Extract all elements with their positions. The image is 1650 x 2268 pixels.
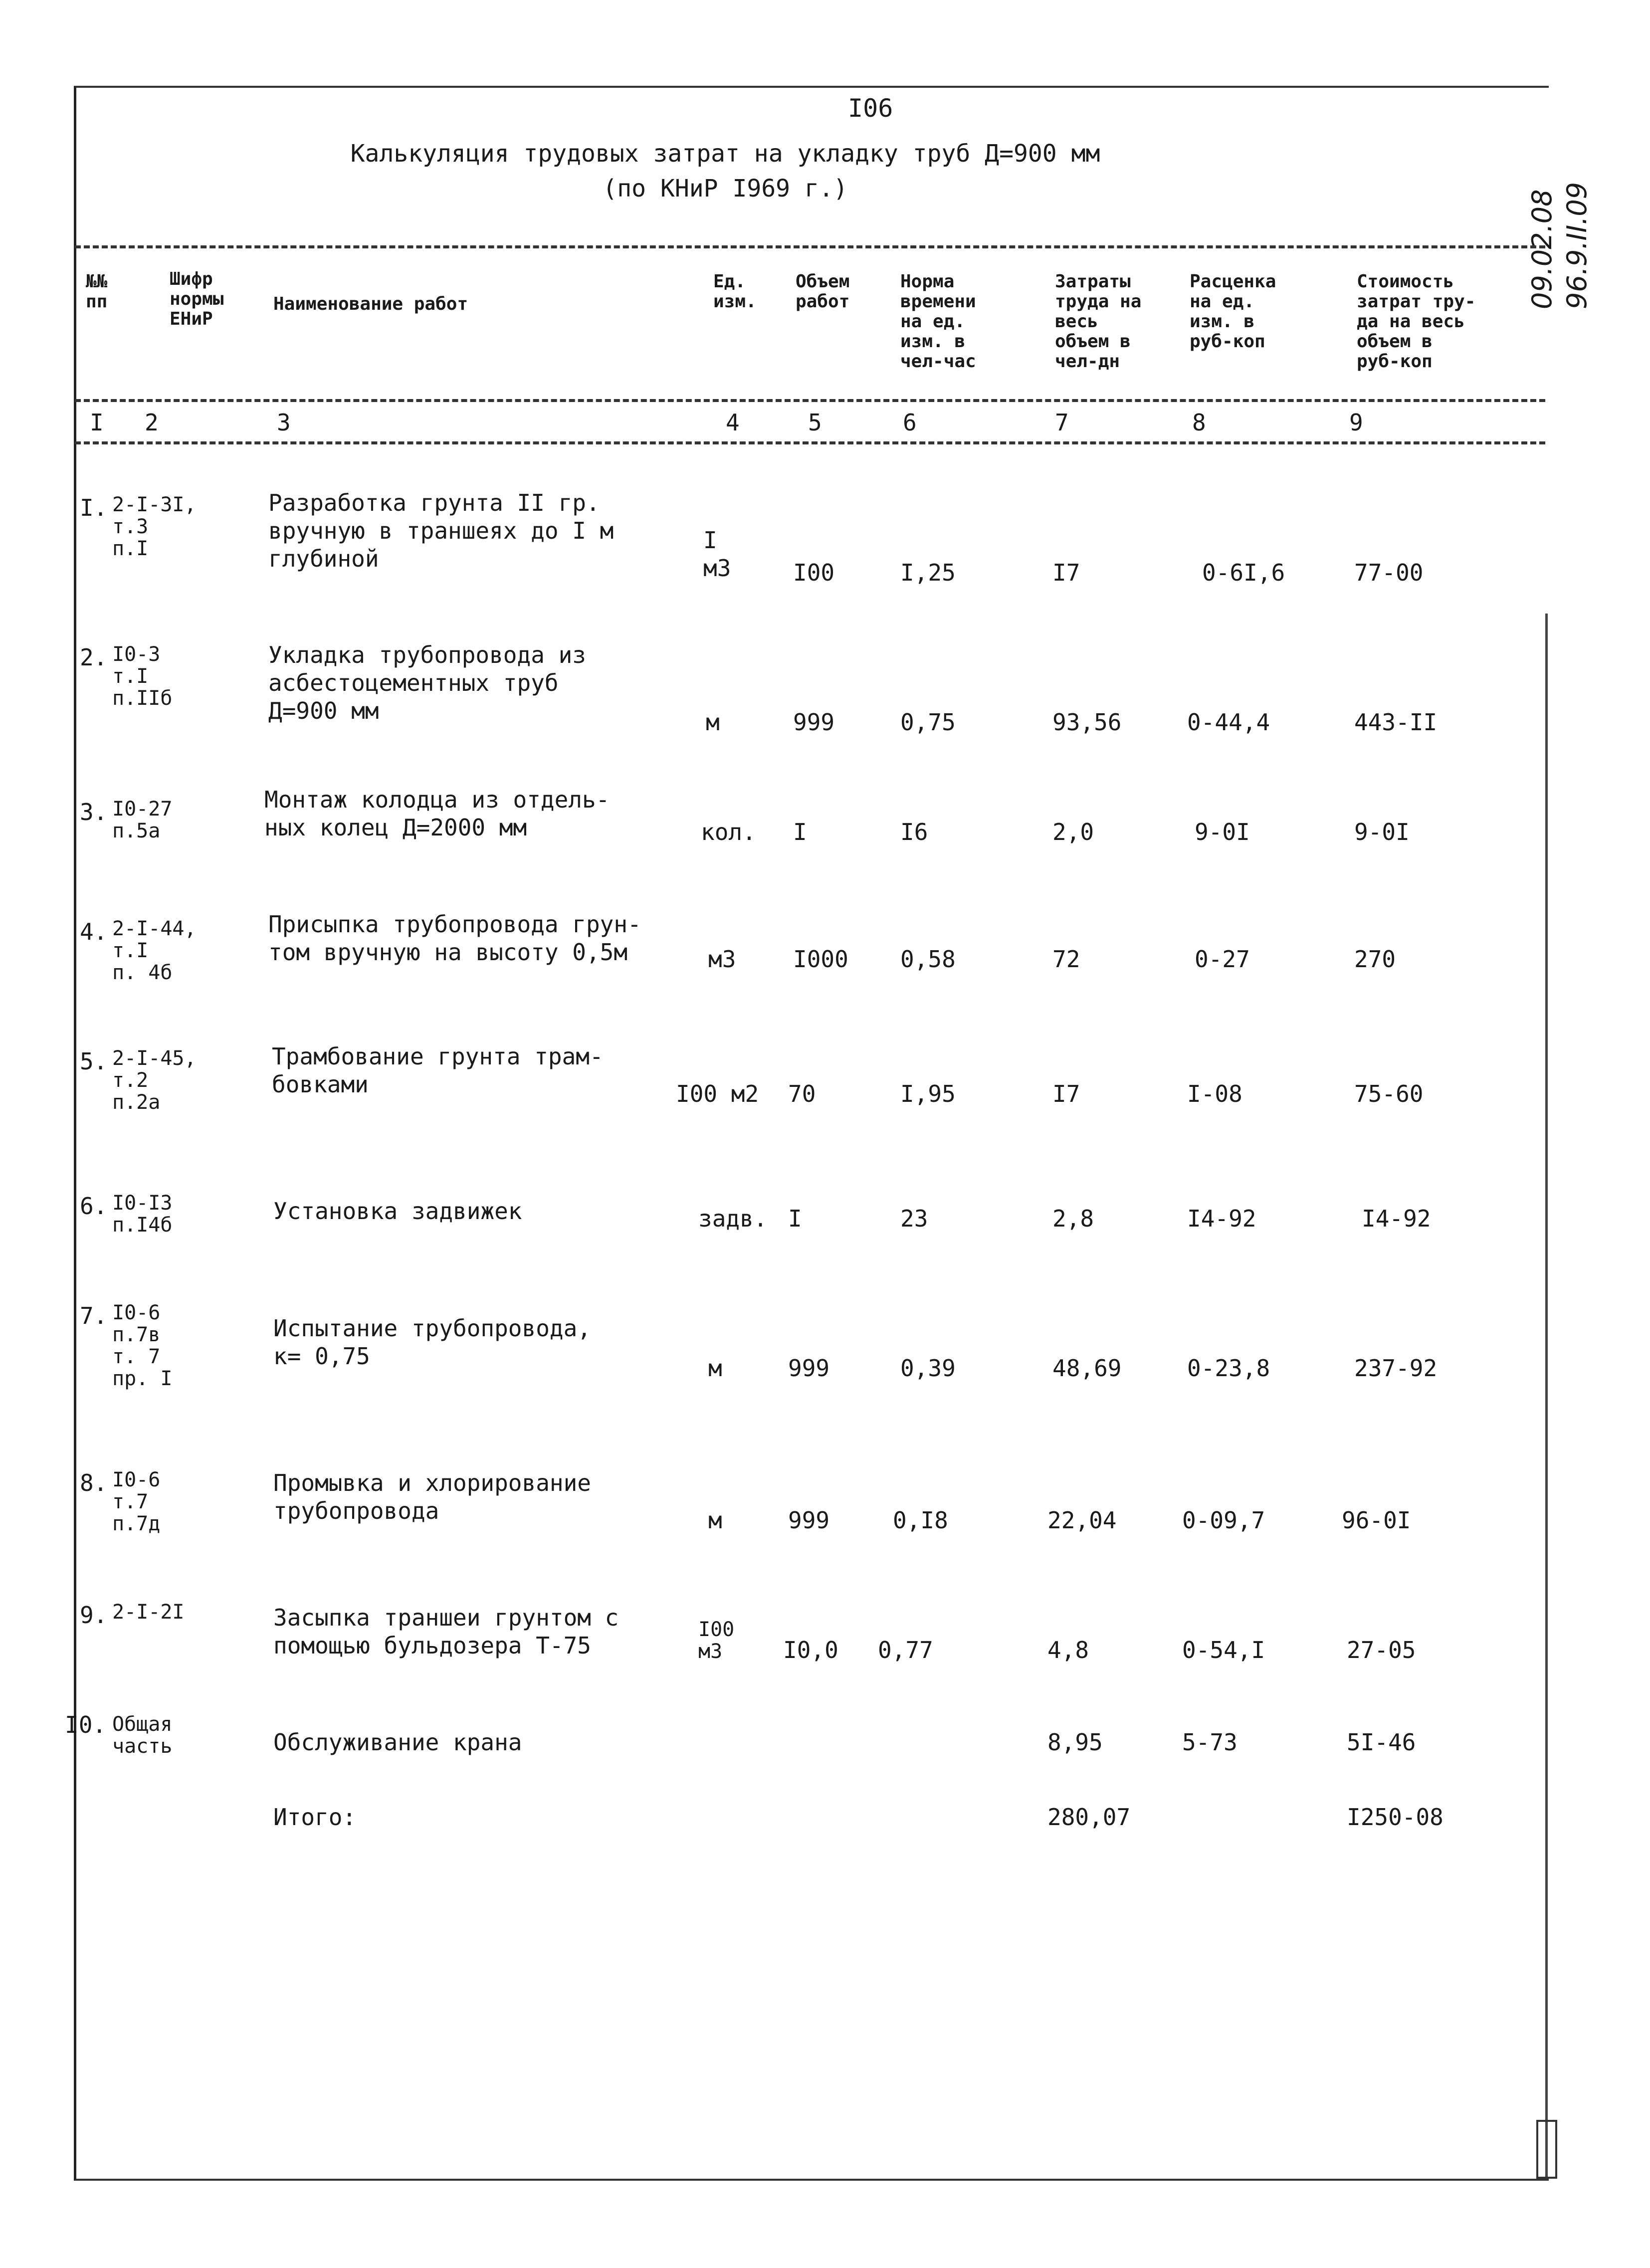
row-labor: 93,56 bbox=[1052, 709, 1122, 736]
row-norm-code: 2-I-44, т.I п. 4б bbox=[112, 917, 197, 984]
corner-mark bbox=[1536, 2120, 1557, 2179]
row-unit: кол. bbox=[701, 819, 756, 845]
column-number-rule bbox=[75, 441, 1545, 444]
row-unit: м3 bbox=[708, 946, 736, 973]
col-header-3: Наименование работ bbox=[273, 294, 468, 314]
row-work-name: Обслуживание крана bbox=[273, 1729, 522, 1756]
row-time-norm: I,25 bbox=[900, 559, 956, 586]
row-rate: I4-92 bbox=[1187, 1205, 1256, 1232]
total-labor: 280,07 bbox=[1047, 1804, 1131, 1831]
col-header-4: Ед. изм. bbox=[713, 271, 757, 312]
row-rate: 0-23,8 bbox=[1187, 1355, 1270, 1382]
row-time-norm: 0,75 bbox=[900, 709, 956, 736]
row-volume: 999 bbox=[788, 1355, 830, 1382]
col-header-8: Расценка на ед. изм. в руб-коп bbox=[1190, 271, 1276, 352]
row-volume: I0,0 bbox=[783, 1637, 838, 1663]
page-number: I06 bbox=[848, 94, 893, 123]
row-norm-code: I0-3 т.I п.IIб bbox=[112, 643, 173, 710]
row-time-norm: 23 bbox=[900, 1205, 928, 1232]
row-cost: 5I-46 bbox=[1347, 1729, 1416, 1756]
total-cost: I250-08 bbox=[1347, 1804, 1444, 1831]
row-work-name: Засыпка траншеи грунтом с помощью бульдозера Т-75 bbox=[273, 1604, 619, 1659]
row-rate: 0-27 bbox=[1195, 946, 1250, 973]
row-rate: 0-6I,6 bbox=[1202, 559, 1285, 586]
row-norm-code: Общая часть bbox=[112, 1713, 173, 1758]
row-labor: 2,0 bbox=[1052, 819, 1094, 845]
row-unit: м bbox=[708, 1355, 722, 1382]
row-work-name: Монтаж колодца из отдель- ных колец Д=2000 мм bbox=[264, 786, 610, 841]
row-number: I. bbox=[80, 494, 108, 521]
row-number: 6. bbox=[80, 1193, 108, 1220]
row-number: 4. bbox=[80, 918, 108, 945]
row-labor: 72 bbox=[1052, 946, 1080, 973]
row-number: 9. bbox=[80, 1602, 108, 1629]
row-number: I0. bbox=[65, 1711, 107, 1738]
row-cost: 9-0I bbox=[1354, 819, 1410, 845]
row-volume: 999 bbox=[793, 709, 835, 736]
row-labor: 2,8 bbox=[1052, 1205, 1094, 1232]
row-volume: I000 bbox=[793, 946, 848, 973]
row-cost: 237-92 bbox=[1354, 1355, 1438, 1382]
row-unit: задв. bbox=[698, 1205, 768, 1232]
row-volume: 70 bbox=[788, 1080, 816, 1107]
row-volume: I bbox=[793, 819, 807, 845]
document-title: Калькуляция трудовых затрат на укладку труб Д=900 мм bbox=[350, 140, 1100, 168]
row-labor: I7 bbox=[1052, 1080, 1080, 1107]
col-header-1: №№ пп bbox=[86, 271, 108, 312]
row-work-name: Разработка грунта II гр. вручную в траншеях до I м глубиной bbox=[268, 489, 614, 572]
row-cost: 27-05 bbox=[1347, 1637, 1416, 1663]
row-work-name: Трамбование грунта трам- бовками bbox=[272, 1043, 604, 1098]
col-num-6: 6 bbox=[903, 409, 917, 436]
row-norm-code: I0-I3 п.I4б bbox=[112, 1192, 173, 1237]
row-labor: I7 bbox=[1052, 559, 1080, 586]
row-cost: 443-II bbox=[1354, 709, 1438, 736]
row-rate: I-08 bbox=[1187, 1080, 1242, 1107]
row-work-name: Установка задвижек bbox=[273, 1198, 522, 1225]
row-rate: 0-44,4 bbox=[1187, 709, 1270, 736]
row-norm-code: I0-6 т.7 п.7д bbox=[112, 1468, 161, 1535]
row-labor: 4,8 bbox=[1047, 1637, 1089, 1663]
row-norm-code: 2-I-45, т.2 п.2а bbox=[112, 1047, 197, 1114]
row-norm-code: I0-6 п.7в т. 7 пр. I bbox=[112, 1301, 173, 1390]
col-header-7: Затраты труда на весь объем в чел-дн bbox=[1055, 271, 1142, 372]
row-time-norm: 0,39 bbox=[900, 1355, 956, 1382]
header-bottom-rule bbox=[75, 399, 1545, 402]
row-time-norm: 0,77 bbox=[878, 1637, 933, 1663]
col-header-6: Норма времени на ед. изм. в чел-час bbox=[900, 271, 976, 372]
row-cost: 96-0I bbox=[1342, 1507, 1411, 1534]
row-labor: 8,95 bbox=[1047, 1729, 1103, 1756]
col-num-9: 9 bbox=[1349, 409, 1363, 436]
row-unit: I00 м3 bbox=[698, 1618, 735, 1663]
row-rate: 0-09,7 bbox=[1182, 1507, 1265, 1534]
row-volume: I bbox=[788, 1205, 802, 1232]
row-labor: 48,69 bbox=[1052, 1355, 1122, 1382]
row-norm-code: 2-I-2I bbox=[112, 1601, 185, 1624]
row-work-name: Присыпка трубопровода грун- том вручную на высоту 0,5м bbox=[268, 911, 641, 966]
row-cost: 75-60 bbox=[1354, 1080, 1424, 1107]
document-subtitle: (по КНиР I969 г.) bbox=[603, 175, 848, 203]
total-label: Итого: bbox=[273, 1804, 357, 1831]
row-unit: I00 м2 bbox=[676, 1080, 759, 1107]
row-number: 7. bbox=[80, 1302, 108, 1329]
row-norm-code: I0-27 п.5а bbox=[112, 798, 173, 842]
row-number: 2. bbox=[80, 644, 108, 671]
side-stamp-code: 96.9.II.09 bbox=[1561, 182, 1593, 309]
row-number: 8. bbox=[80, 1469, 108, 1496]
row-number: 5. bbox=[80, 1048, 108, 1075]
row-time-norm: I6 bbox=[900, 819, 928, 845]
col-num-5: 5 bbox=[808, 409, 822, 436]
col-header-2: Шифр нормы ЕНиР bbox=[170, 269, 224, 329]
side-stamp-date: 09.02.08 bbox=[1526, 189, 1558, 309]
row-time-norm: 0,I8 bbox=[893, 1507, 948, 1534]
row-unit: м bbox=[708, 1507, 722, 1534]
row-unit: м bbox=[706, 709, 720, 736]
row-norm-code: 2-I-3I, т.3 п.I bbox=[112, 493, 197, 560]
row-cost: I4-92 bbox=[1362, 1205, 1431, 1232]
col-num-1: I bbox=[90, 409, 104, 436]
row-volume: 999 bbox=[788, 1507, 830, 1534]
col-num-7: 7 bbox=[1055, 409, 1069, 436]
row-rate: 0-54,I bbox=[1182, 1637, 1265, 1663]
row-unit: I м3 bbox=[703, 527, 731, 582]
col-num-2: 2 bbox=[145, 409, 159, 436]
row-rate: 5-73 bbox=[1182, 1729, 1238, 1756]
col-header-9: Стоимость затрат тру- да на весь объем в руб-коп bbox=[1357, 271, 1476, 372]
row-rate: 9-0I bbox=[1195, 819, 1250, 845]
row-number: 3. bbox=[80, 799, 108, 825]
col-num-4: 4 bbox=[726, 409, 740, 436]
row-volume: I00 bbox=[793, 559, 835, 586]
row-time-norm: I,95 bbox=[900, 1080, 956, 1107]
row-labor: 22,04 bbox=[1047, 1507, 1117, 1534]
row-time-norm: 0,58 bbox=[900, 946, 956, 973]
side-stamp bbox=[1496, 100, 1596, 309]
col-num-8: 8 bbox=[1192, 409, 1206, 436]
row-cost: 77-00 bbox=[1354, 559, 1424, 586]
row-work-name: Испытание трубопровода, к= 0,75 bbox=[273, 1315, 591, 1370]
col-header-5: Объем работ bbox=[796, 271, 850, 312]
row-work-name: Укладка трубопровода из асбестоцементных труб Д=900 мм bbox=[268, 641, 586, 724]
header-top-rule bbox=[75, 245, 1545, 248]
row-work-name: Промывка и хлорирование трубопровода bbox=[273, 1469, 591, 1524]
col-num-3: 3 bbox=[277, 409, 291, 436]
page-frame-right bbox=[1545, 614, 1548, 2177]
row-cost: 270 bbox=[1354, 946, 1396, 973]
